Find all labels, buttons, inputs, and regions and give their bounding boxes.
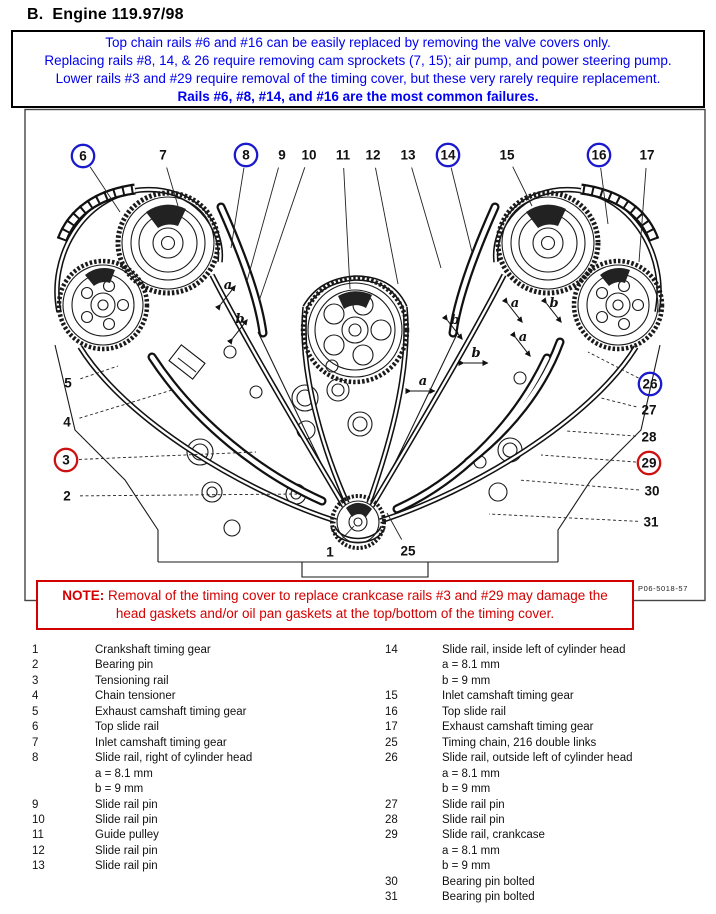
callout-number-3: 3: [62, 452, 70, 468]
legend-subrow: a = 8.1 mm: [442, 659, 500, 672]
legend-row: [385, 813, 716, 828]
dim-label-a-7: a: [418, 374, 428, 389]
callout-number-14: 14: [440, 147, 456, 163]
legend-item-number: 5: [32, 705, 39, 718]
callout-leader-7: [167, 167, 178, 206]
callout-number-16: 16: [591, 147, 607, 163]
legend-item-number: 27: [385, 798, 398, 811]
callout-number-8: 8: [242, 147, 250, 163]
dimension-labels: [221, 278, 562, 391]
callout-leader-31: [489, 514, 638, 521]
legend-item-label: Bearing pin: [95, 659, 154, 672]
callout-number-28: 28: [641, 429, 657, 445]
callout-leader-28: [566, 431, 636, 436]
callout-number-7: 7: [159, 147, 167, 163]
legend-row: [32, 643, 372, 658]
legend-item-number: 12: [32, 844, 45, 857]
legend-subrow: a = 8.1 mm: [442, 767, 500, 780]
dim-label-a-5: a: [518, 330, 528, 345]
legend-item-label: Slide rail pin: [442, 813, 505, 826]
legend-item-number: 25: [385, 736, 398, 749]
callout-number-9: 9: [278, 147, 286, 163]
legend-row: [385, 798, 716, 813]
legend-row: [32, 828, 372, 843]
legend-item-label: Bearing pin bolted: [442, 875, 535, 888]
legend-item-label: Slide rail, inside left of cylinder head: [442, 644, 626, 656]
callout-leader-10: [259, 167, 305, 301]
legend-item-label: Slide rail pin: [95, 844, 158, 857]
callout-number-26: 26: [642, 376, 658, 392]
legend-item-number: 17: [385, 721, 398, 734]
legend-item-number: 11: [32, 829, 44, 842]
legend-row: [385, 689, 716, 704]
engine-timing-diagram: [0, 108, 716, 602]
legend-row: [385, 875, 716, 890]
legend-item-number: 4: [32, 690, 39, 703]
legend-item-label: Inlet camshaft timing gear: [442, 690, 574, 703]
callout-number-1: 1: [326, 544, 334, 560]
dim-label-b-1: b: [235, 312, 245, 327]
info-line-2: Replacing rails #8, 14, & 26 require removing cam sprockets (7, 15); air pump, and power steering pump.: [44, 53, 672, 68]
legend-row: [385, 705, 716, 720]
legend-row: [32, 844, 372, 859]
legend-item-label: Slide rail pin: [442, 798, 505, 811]
legend-row: [32, 720, 372, 735]
callout-number-12: 12: [365, 147, 381, 163]
dim-label-a-0: a: [223, 278, 233, 293]
dim-label-b-4: b: [549, 296, 559, 311]
callout-leader-11: [344, 168, 350, 289]
legend-item-number: 15: [385, 690, 398, 703]
callout-leader-29: [541, 455, 636, 462]
legend-left-column: [32, 643, 372, 875]
callout-number-17: 17: [639, 147, 655, 163]
legend-row: [32, 674, 372, 689]
note-text: Removal of the timing cover to replace crankcase rails #3 and #29 may damage the head gaskets and/or oil pan gaskets at the top/bottom of the timing cover.: [108, 588, 608, 621]
legend-subrow: b = 9 mm: [442, 674, 491, 687]
legend-row: [32, 751, 372, 766]
legend-row: [385, 828, 716, 843]
legend-item-number: 7: [32, 736, 39, 749]
legend-item-number: 6: [32, 721, 39, 734]
legend-item-number: 14: [385, 644, 398, 656]
callout-number-31: 31: [643, 514, 659, 530]
legend-item-number: 9: [32, 798, 39, 811]
callout-leader-13: [412, 167, 441, 268]
section-title: Engine 119.97/98: [52, 6, 184, 23]
callout-leader-14: [451, 168, 472, 252]
legend-item-label: Slide rail pin: [95, 813, 158, 826]
callout-leader-9: [247, 168, 279, 281]
legend-row: [385, 736, 716, 751]
legend-row: [32, 859, 372, 874]
legend-row: [32, 798, 372, 813]
legend-item-label: Slide rail pin: [95, 798, 158, 811]
legend-item-number: 13: [32, 860, 45, 873]
callout-leader-30: [519, 480, 639, 490]
legend-item-number: 10: [32, 813, 45, 826]
info-line-bold: Rails #6, #8, #14, and #16 are the most common failures.: [177, 89, 539, 104]
legend-row: [32, 813, 372, 828]
info-line-3: Lower rails #3 and #29 require removal of the timing cover, but these very rarely require replacement.: [55, 71, 661, 86]
legend-row: [385, 751, 716, 766]
callout-number-29: 29: [641, 455, 657, 471]
legend-row: [385, 720, 716, 735]
legend-subrow: a = 8.1 mm: [442, 844, 500, 857]
callout-leader-12: [375, 168, 398, 284]
page-title: [27, 6, 184, 24]
legend-row: [32, 705, 372, 720]
legend-subrow: b = 9 mm: [95, 783, 144, 796]
legend-item-label: Slide rail pin: [95, 860, 158, 873]
callout-leader-3: [79, 452, 256, 459]
legend-row: [32, 658, 372, 673]
callout-number-2: 2: [63, 488, 71, 504]
legend-item-label: Exhaust camshaft timing gear: [442, 721, 594, 734]
legend-item-number: 29: [385, 829, 398, 842]
legend-item-number: 1: [32, 644, 39, 656]
dim-label-b-3: b: [450, 313, 460, 328]
legend-item-label: Guide pulley: [95, 829, 159, 842]
legend-item-label: Inlet camshaft timing gear: [95, 736, 227, 749]
legend-item-number: 28: [385, 813, 398, 826]
note-box: [36, 580, 634, 630]
legend-item-label: Bearing pin bolted: [442, 891, 535, 904]
legend-row: [32, 736, 372, 751]
legend-item-label: Chain tensioner: [95, 690, 176, 703]
legend-item-number: 30: [385, 875, 398, 888]
callout-number-27: 27: [641, 402, 657, 418]
legend-item-label: Slide rail, outside left of cylinder head: [442, 752, 633, 765]
callout-number-10: 10: [301, 147, 317, 163]
legend-row: [385, 643, 716, 658]
legend-item-label: Tensioning rail: [95, 674, 169, 687]
legend-item-number: 2: [32, 659, 39, 672]
info-line-1: Top chain rails #6 and #16 can be easily replaced by removing the valve covers only.: [105, 35, 611, 50]
legend-item-label: Exhaust camshaft timing gear: [95, 705, 247, 718]
legend-item-label: Crankshaft timing gear: [95, 644, 211, 656]
callout-number-5: 5: [64, 375, 72, 391]
legend-item-number: 8: [32, 752, 39, 765]
legend-item-label: Top slide rail: [95, 721, 159, 734]
legend-row: [32, 689, 372, 704]
callout-number-15: 15: [499, 147, 515, 163]
callout-number-25: 25: [400, 543, 416, 559]
legend-subrow: b = 9 mm: [442, 783, 491, 796]
legend-item-number: 26: [385, 752, 398, 765]
legend-right-column: [385, 643, 716, 906]
legend-item-number: 31: [385, 891, 398, 904]
legend-item-label: Slide rail, right of cylinder head: [95, 752, 253, 765]
legend-item-number: 3: [32, 674, 39, 687]
dim-label-a-2: a: [510, 296, 520, 311]
callout-number-11: 11: [335, 147, 351, 163]
legend-item-label: Slide rail, crankcase: [442, 829, 545, 842]
callout-number-6: 6: [79, 148, 87, 164]
replacement-info-box: [11, 30, 705, 108]
section-letter: B.: [27, 6, 44, 23]
legend-item-label: Timing chain, 216 double links: [442, 736, 597, 749]
legend-item-label: Top slide rail: [442, 705, 506, 718]
callout-number-30: 30: [644, 483, 660, 499]
callout-number-13: 13: [400, 147, 416, 163]
legend-subrow: b = 9 mm: [442, 860, 491, 873]
legend-item-number: 16: [385, 705, 398, 718]
dim-label-b-6: b: [471, 346, 481, 361]
legend-subrow: a = 8.1 mm: [95, 767, 153, 780]
engine-drawing: [55, 189, 662, 577]
figure-code: P06-5018-57: [638, 584, 688, 593]
note-label: NOTE:: [62, 588, 105, 603]
legend-row: [385, 890, 716, 905]
callout-number-4: 4: [63, 414, 71, 430]
callout-leader-27: [601, 398, 636, 407]
